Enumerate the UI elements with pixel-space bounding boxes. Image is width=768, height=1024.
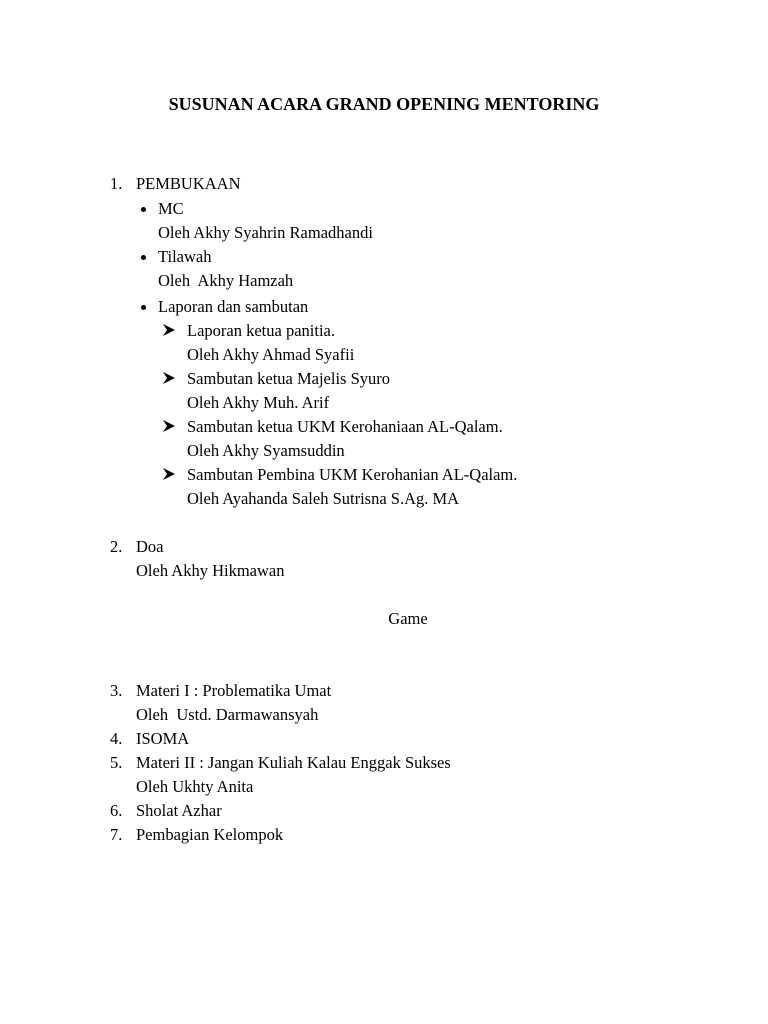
item-5-number: 5. [110,753,123,772]
document-title: SUSUNAN ACARA GRAND OPENING MENTORING [168,94,600,114]
laporan-item-label: Sambutan ketua UKM Kerohaniaan AL-Qalam. [187,417,503,436]
item-3-by: Oleh Ustd. Darmawansyah [136,705,319,724]
item-2-number: 2. [110,537,123,556]
mc-label: MC [158,199,184,218]
bullet-dot-icon [141,305,146,310]
item-7-label: Pembagian Kelompok [136,825,284,844]
item-3-label: Materi I : Problematika Umat [136,681,332,700]
item-3-number: 3. [110,681,123,700]
laporan-item-label: Laporan ketua panitia. [187,321,335,340]
item-4-number: 4. [110,729,123,748]
item-5-label: Materi II : Jangan Kuliah Kalau Enggak Sukses [136,753,451,772]
laporan-item-by: Oleh Ayahanda Saleh Sutrisna S.Ag. MA [187,489,460,508]
bullet-dot-icon [141,207,146,212]
arrow-bullet-icon [162,419,176,433]
laporan-item-by: Oleh Akhy Muh. Arif [187,393,330,412]
tilawah-by: Oleh Akhy Hamzah [158,271,294,290]
arrow-bullet-icon [162,467,176,481]
bullet-dot-icon [141,255,146,260]
laporan-item-by: Oleh Akhy Ahmad Syafii [187,345,355,364]
game-label: Game [388,609,428,628]
laporan-item-label: Sambutan ketua Majelis Syuro [187,369,391,388]
item-1-label: PEMBUKAAN [136,174,241,193]
tilawah-label: Tilawah [158,247,212,266]
item-1-number: 1. [110,174,123,193]
item-7-number: 7. [110,825,123,844]
item-5-by: Oleh Ukhty Anita [136,777,254,796]
item-6-label: Sholat Azhar [136,801,222,820]
item-2-by: Oleh Akhy Hikmawan [136,561,285,580]
mc-by: Oleh Akhy Syahrin Ramadhandi [158,223,373,242]
item-2-label: Doa [136,537,164,556]
arrow-bullet-icon [162,323,176,337]
item-4-label: ISOMA [136,729,190,748]
arrow-bullet-icon [162,371,176,385]
laporan-item-label: Sambutan Pembina UKM Kerohanian AL-Qalam. [187,465,518,484]
item-6-number: 6. [110,801,123,820]
laporan-label: Laporan dan sambutan [158,297,309,316]
laporan-item-by: Oleh Akhy Syamsuddin [187,441,345,460]
